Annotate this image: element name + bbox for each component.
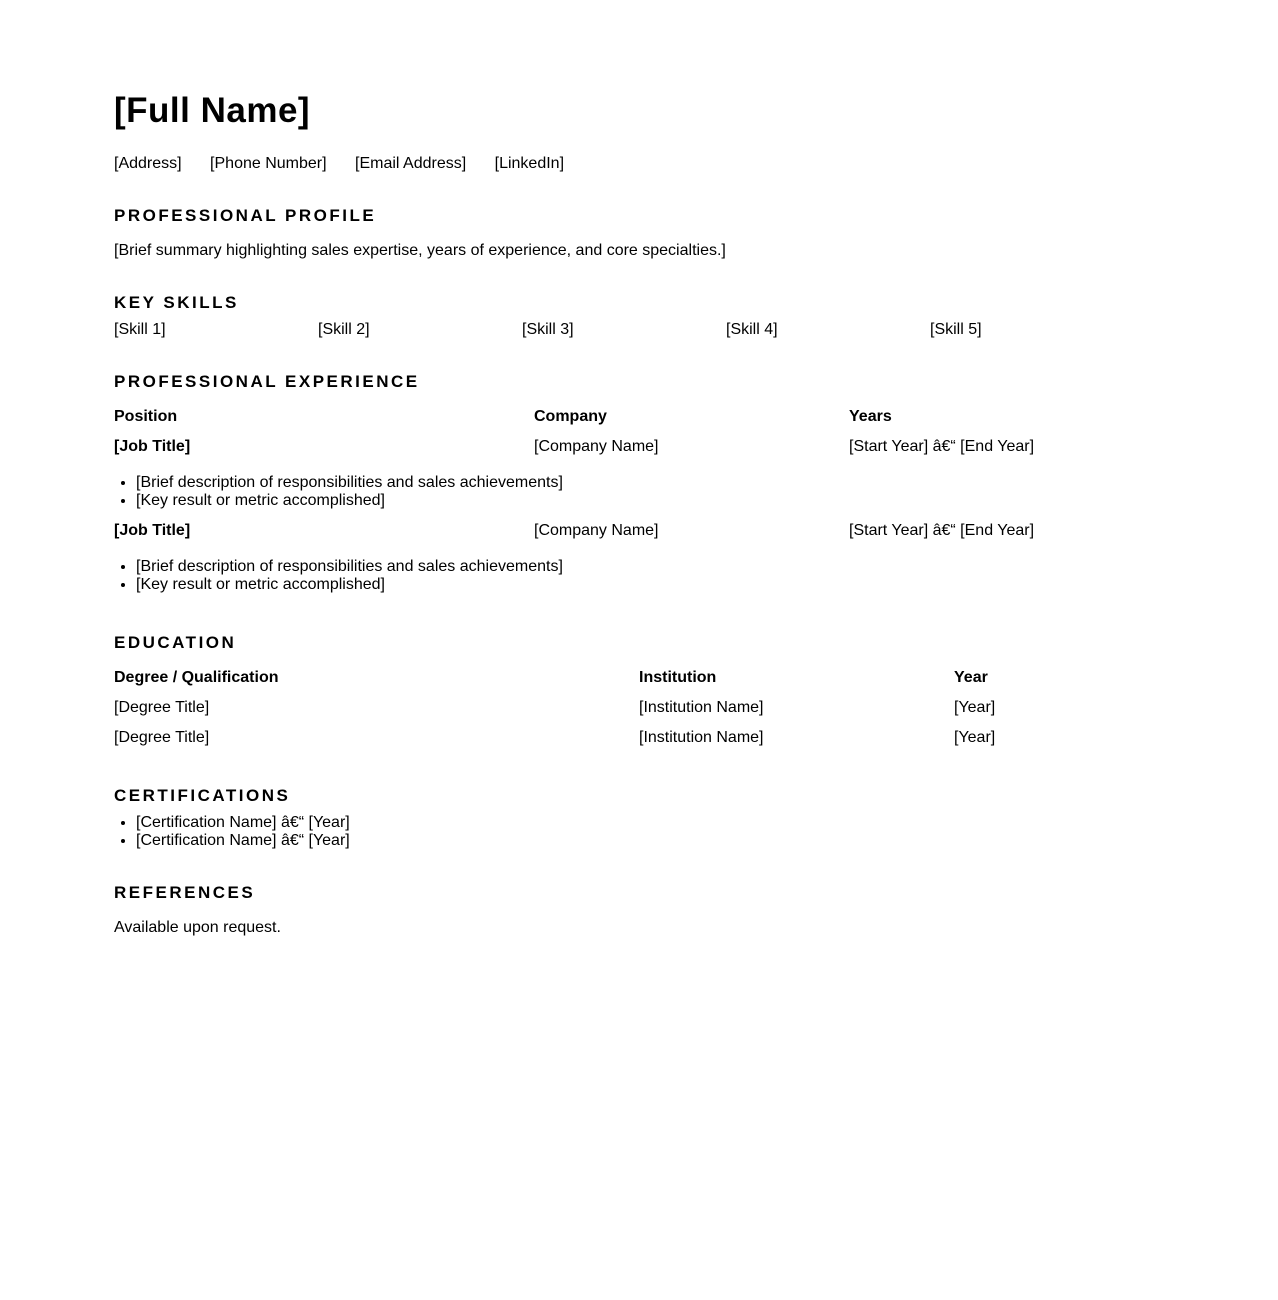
profile-heading: PROFESSIONAL PROFILE	[114, 206, 377, 225]
skill-item: [Skill 3]	[522, 321, 574, 338]
job-years: [Start Year] â€“ [End Year]	[849, 438, 1035, 455]
skill-item: [Skill 1]	[114, 321, 166, 338]
experience-heading: PROFESSIONAL EXPERIENCE	[114, 372, 420, 391]
degree-title: [Degree Title]	[114, 729, 210, 746]
list-item: • [Certification Name] â€“ [Year]	[136, 832, 350, 850]
skill-item: [Skill 4]	[726, 321, 778, 338]
education-table-header	[114, 668, 1164, 688]
column-header-position: Position	[114, 408, 178, 425]
skill-item: [Skill 5]	[930, 321, 982, 338]
certifications-list	[114, 814, 350, 850]
experience-row	[114, 437, 1164, 457]
job-bullets	[114, 558, 563, 594]
institution-name: [Institution Name]	[639, 699, 764, 716]
references-heading: REFERENCES	[114, 883, 256, 902]
column-header-degree: Degree / Qualification	[114, 669, 279, 686]
column-header-institution: Institution	[639, 669, 717, 686]
skills-heading: KEY SKILLS	[114, 293, 239, 312]
column-header-company: Company	[534, 408, 607, 425]
skill-item: [Skill 2]	[318, 321, 370, 338]
list-item: • [Key result or metric accomplished]	[136, 492, 563, 510]
list-item: • [Brief description of responsibilities and sales achievements]	[136, 558, 563, 576]
job-company: [Company Name]	[534, 438, 659, 455]
experience-row	[114, 521, 1164, 541]
contact-line	[114, 154, 588, 174]
full-name: [Full Name]	[114, 91, 311, 130]
job-bullets	[114, 474, 563, 510]
skills-list	[114, 320, 1134, 340]
list-item: • [Key result or metric accomplished]	[136, 576, 563, 594]
job-years: [Start Year] â€“ [End Year]	[849, 522, 1035, 539]
column-header-years: Years	[849, 408, 892, 425]
education-row	[114, 728, 1164, 748]
contact-email: [Email Address]	[355, 155, 467, 172]
experience-table-header	[114, 407, 1164, 427]
job-title: [Job Title]	[114, 438, 191, 455]
profile-summary: [Brief summary highlighting sales expertise, years of experience, and core specialties.]	[114, 242, 726, 259]
column-header-year: Year	[954, 669, 988, 686]
education-year: [Year]	[954, 729, 996, 746]
education-heading: EDUCATION	[114, 633, 237, 652]
list-item: • [Brief description of responsibilities and sales achievements]	[136, 474, 563, 492]
education-year: [Year]	[954, 699, 996, 716]
certifications-heading: CERTIFICATIONS	[114, 786, 291, 805]
institution-name: [Institution Name]	[639, 729, 764, 746]
list-item: • [Certification Name] â€“ [Year]	[136, 814, 350, 832]
references-text: Available upon request.	[114, 919, 281, 936]
job-company: [Company Name]	[534, 522, 659, 539]
education-row	[114, 698, 1164, 718]
contact-linkedin: [LinkedIn]	[494, 155, 565, 172]
contact-phone: [Phone Number]	[210, 155, 327, 172]
contact-address: [Address]	[114, 155, 182, 172]
job-title: [Job Title]	[114, 522, 191, 539]
degree-title: [Degree Title]	[114, 699, 210, 716]
